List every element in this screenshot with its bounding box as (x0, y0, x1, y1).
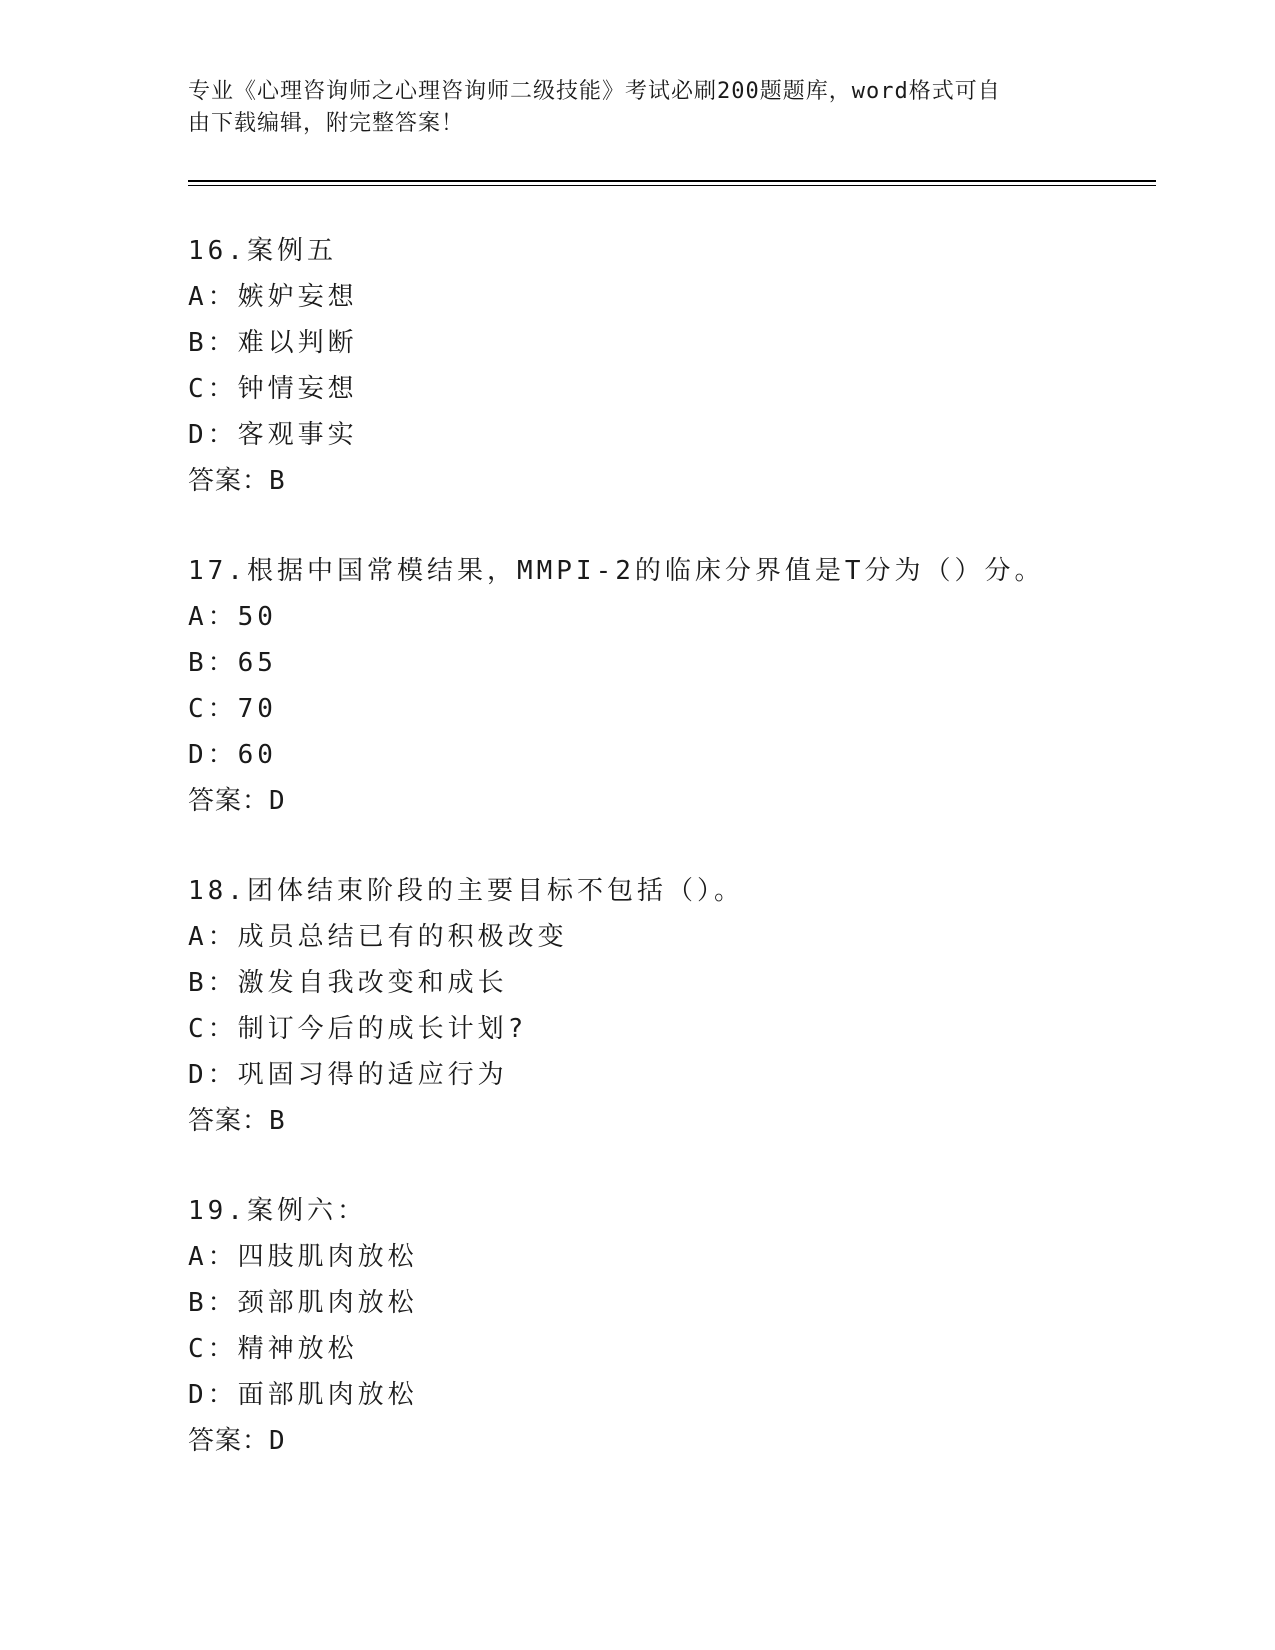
answer-value: D (269, 1426, 286, 1456)
answer-line (188, 1418, 1188, 1464)
question-stem: 18.团体结束阶段的主要目标不包括（）。 (188, 876, 744, 906)
answer-line (188, 1098, 1188, 1144)
answer-label: 答案： (188, 466, 270, 496)
document-intro (188, 76, 1068, 140)
question-19 (188, 1188, 1188, 1464)
option-d: D：60 (188, 740, 277, 770)
option-a: A：嫉妒妄想 (188, 282, 358, 312)
answer-label: 答案： (188, 786, 270, 816)
answer-value: B (269, 1106, 286, 1136)
option-a: A：成员总结已有的积极改变 (188, 922, 568, 952)
option-b: B：难以判断 (188, 328, 358, 358)
question-stem: 19.案例六： (188, 1196, 367, 1226)
answer-label: 答案： (188, 1106, 270, 1136)
option-d: D：客观事实 (188, 420, 358, 450)
option-b: B：颈部肌肉放松 (188, 1288, 418, 1318)
question-18 (188, 868, 1188, 1144)
option-c: C：70 (188, 694, 277, 724)
option-d: D：巩固习得的适应行为 (188, 1060, 508, 1090)
intro-line-2: 由下载编辑，附完整答案！ (188, 111, 465, 136)
option-a: A：50 (188, 602, 277, 632)
option-b: B：激发自我改变和成长 (188, 968, 508, 998)
option-d: D：面部肌肉放松 (188, 1380, 418, 1410)
option-c: C：制订今后的成长计划? (188, 1014, 528, 1044)
answer-line (188, 778, 1188, 824)
answer-value: B (269, 466, 286, 496)
option-b: B：65 (188, 648, 277, 678)
intro-line-1: 专业《心理咨询师之心理咨询师二级技能》考试必刷200题题库，word格式可自 (188, 79, 1001, 104)
option-c: C：精神放松 (188, 1334, 358, 1364)
question-17 (188, 548, 1188, 824)
question-16 (188, 228, 1188, 504)
answer-line (188, 458, 1188, 504)
answer-label: 答案： (188, 1426, 270, 1456)
option-c: C：钟情妄想 (188, 374, 358, 404)
answer-value: D (269, 786, 286, 816)
question-stem: 17.根据中国常模结果，MMPI-2的临床分界值是T分为（）分。 (188, 556, 1045, 586)
question-stem: 16.案例五 (188, 236, 337, 266)
option-a: A：四肢肌肉放松 (188, 1242, 418, 1272)
header-divider (188, 180, 1156, 186)
